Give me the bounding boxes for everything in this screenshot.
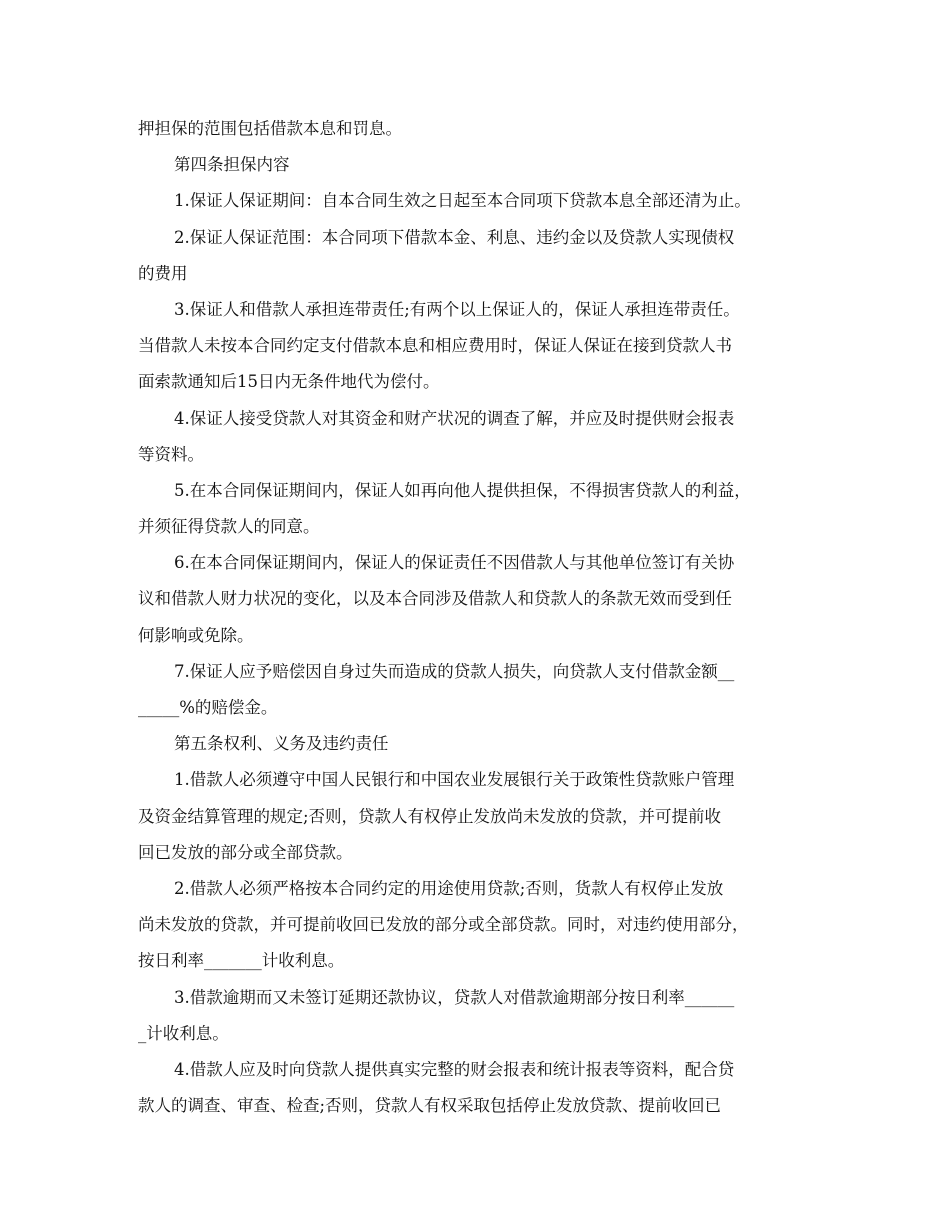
- section-heading-article-5: 第五条权利、义务及违约责任: [174, 734, 389, 754]
- clause-line: 5.在本合同保证期间内，保证人如再向他人提供担保，不得损害贷款人的利益，: [174, 480, 751, 500]
- clause-line: 1.借款人必须遵守中国人民银行和中国农业发展银行关于政策性贷款账户管理: [174, 770, 735, 790]
- clause-continuation-line: 议和借款人财力状况的变化，以及本合同涉及借款人和贷款人的条款无效而受到任: [138, 589, 732, 609]
- clause-continuation-line: 的费用: [138, 263, 188, 283]
- clause-line: 6.在本合同保证期间内，保证人的保证责任不因借款人与其他单位签订有关协: [174, 553, 735, 573]
- clause-continuation-line: 何影响或免除。: [138, 625, 254, 645]
- clause-continuation-line: 按日利率_______计收利息。: [138, 951, 345, 971]
- clause-line: 3.保证人和借款人承担连带责任;有两个以上保证人的，保证人承担连带责任。: [174, 299, 740, 319]
- clause-continuation-line: 款人的调查、审查、检查;否则，贷款人有权采取包括停止发放贷款、提前收回已: [138, 1096, 722, 1116]
- clause-line: 4.借款人应及时向贷款人提供真实完整的财会报表和统计报表等资料，配合贷: [174, 1059, 735, 1079]
- clause-continuation-line: 并须征得贷款人的同意。: [138, 517, 320, 537]
- clause-line: 2.借款人必须严格按本合同约定的用途使用贷款;否则，货款人有权停止发放: [174, 878, 724, 898]
- clause-continuation-line: 等资料。: [138, 444, 204, 464]
- clause-line: 3.借款逾期而又未签订延期还款协议，贷款人对借款逾期部分按日利率______: [174, 987, 735, 1007]
- clause-continuation-line: 及资金结算管理的规定;否则，贷款人有权停止发放尚未发放的贷款，并可提前收: [138, 806, 722, 826]
- clause-continuation-line: 回已发放的部分或全部贷款。: [138, 842, 353, 862]
- clause-line: 4.保证人接受贷款人对其资金和财产状况的调查了解，并应及时提供财会报表: [174, 408, 735, 428]
- document-body: [138, 111, 828, 1124]
- clause-continuation-line: _计收利息。: [138, 1023, 229, 1043]
- clause-continuation-line: _____%的赔偿金。: [138, 698, 278, 717]
- section-heading-article-4: 第四条担保内容: [174, 155, 290, 175]
- clause-continuation-line: 尚未发放的贷款，并可提前收回已发放的部分或全部贷款。同时，对违约使用部分，: [138, 915, 749, 935]
- clause-continuation-line: 面索款通知后15日内无条件地代为偿付。: [138, 372, 440, 392]
- clause-line: 7.保证人应予赔偿因自身过失而造成的贷款人损失，向贷款人支付借款金额__: [174, 661, 735, 681]
- paragraph-line: 押担保的范围包括借款本息和罚息。: [138, 119, 402, 138]
- clause-line: 2.保证人保证范围：本合同项下借款本金、利息、违约金以及贷款人实现债权: [174, 227, 735, 247]
- clause-line: 1.保证人保证期间：自本合同生效之日起至本合同项下贷款本息全部还清为止。: [174, 191, 751, 211]
- clause-continuation-line: 当借款人未按本合同约定支付借款本息和相应费用时，保证人保证在接到贷款人书: [138, 336, 732, 356]
